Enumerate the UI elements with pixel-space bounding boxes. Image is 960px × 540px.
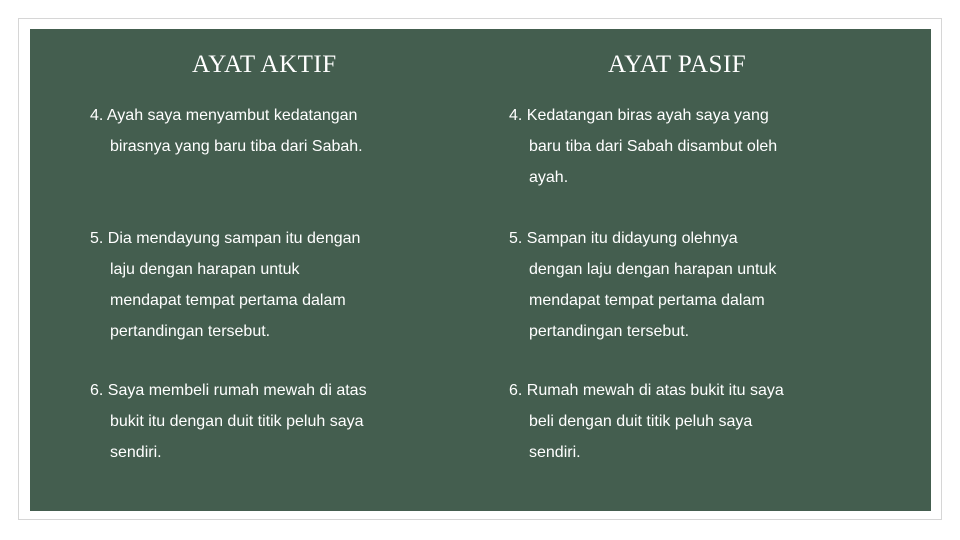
passive-example-5-line-3: mendapat tempat pertama dalam <box>529 292 765 309</box>
passive-example-5-line-2: dengan laju dengan harapan untuk <box>529 261 777 278</box>
active-example-5-line-1: 5. Dia mendayung sampan itu dengan <box>90 230 361 247</box>
active-example-6 <box>90 375 367 468</box>
active-example-6-line-2: bukit itu dengan duit titik peluh saya <box>110 413 364 430</box>
passive-voice-heading: AYAT PASIF <box>608 51 747 78</box>
active-example-5-line-3: mendapat tempat pertama dalam <box>110 292 346 309</box>
passive-example-5-line-1: 5. Sampan itu didayung olehnya <box>509 230 738 247</box>
passive-example-6-line-1: 6. Rumah mewah di atas bukit itu saya <box>509 382 784 399</box>
passive-example-6-line-2: beli dengan duit titik peluh saya <box>529 413 753 430</box>
passive-example-6-line-3: sendiri. <box>529 444 581 461</box>
active-example-5-line-2: laju dengan harapan untuk <box>110 261 300 278</box>
slide <box>30 29 931 511</box>
active-example-6-line-3: sendiri. <box>110 444 162 461</box>
active-example-5-line-4: pertandingan tersebut. <box>110 323 271 340</box>
passive-example-4 <box>509 100 777 193</box>
active-example-4-line-1: 4. Ayah saya menyambut kedatangan <box>90 107 358 124</box>
passive-example-4-line-2: baru tiba dari Sabah disambut oleh <box>529 138 778 155</box>
passive-example-4-line-3: ayah. <box>529 169 569 186</box>
passive-example-6 <box>509 375 784 468</box>
active-example-4-line-2: birasnya yang baru tiba dari Sabah. <box>110 138 363 155</box>
passive-example-4-line-1: 4. Kedatangan biras ayah saya yang <box>509 107 769 124</box>
active-voice-heading: AYAT AKTIF <box>192 51 337 78</box>
active-example-6-line-1: 6. Saya membeli rumah mewah di atas <box>90 382 367 399</box>
passive-example-5-line-4: pertandingan tersebut. <box>529 323 690 340</box>
active-example-5 <box>90 223 360 347</box>
passive-example-5 <box>509 223 776 347</box>
active-example-4 <box>90 100 363 162</box>
